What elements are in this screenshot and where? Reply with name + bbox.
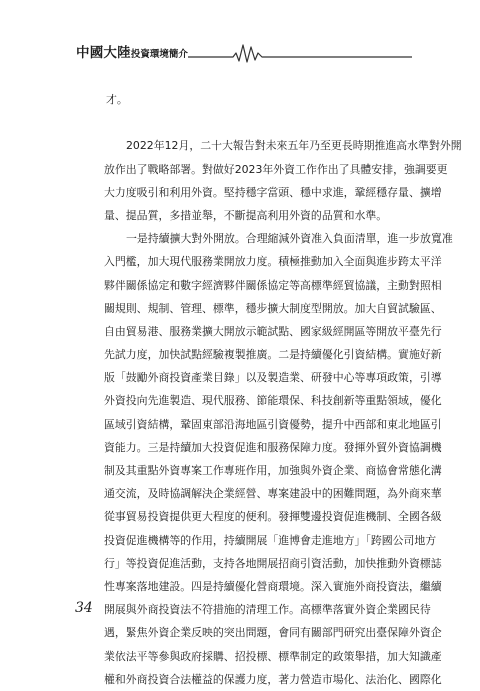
text-line: 自由貿易港、服務業擴大開放示範試點、國家級經開區等開放平臺先行 [104, 324, 442, 338]
text-line: 通交流，及時協調解決企業經營、專案建設中的困難問題，為外商來華 [104, 487, 442, 501]
paragraph [104, 88, 416, 111]
text-line: 業依法平等參與政府採購、招投標、標準制定的政策舉措，加大知識產 [104, 649, 442, 663]
text-line: 區域引資結構，鞏固東部沿海地區引資優勢，提升中西部和東北地區引 [104, 417, 442, 431]
header-title-main: 中國大陸 [76, 45, 131, 61]
paragraph [104, 134, 462, 227]
text-line: 2022年12月，二十大報告對未來五年乃至更長時期推進高水準對外開 [126, 139, 462, 153]
text-line: 量、提品質，多措並舉，不斷提高利用外資的品質和水準。 [104, 208, 388, 222]
paragraph [104, 227, 453, 691]
text-line: 從事貿易投資提供更大程度的便利。發揮雙邊投資促進機制、全國各級 [104, 510, 442, 524]
paragraph-gap [104, 111, 416, 134]
text-line: 外資投向先進製造、現代服務、節能環保、科技創新等重點領域，優化 [104, 394, 442, 408]
text-line: 放作出了戰略部署。對做好2023年外資工作作出了具體安排，強調要更 [104, 162, 448, 176]
text-line: 才。 [106, 93, 128, 106]
text-line: 制及其重點外資專案工作專班作用，加強與外資企業、商協會常態化溝 [104, 464, 442, 477]
body-text [104, 88, 462, 691]
running-header [76, 43, 412, 63]
text-line: 關規則、規制、管理、標準，穩步擴大制度型開放。加大自貿試驗區、 [104, 301, 442, 315]
header-title [76, 44, 188, 63]
text-line: 開展與外商投資法不符措施的清理工作。高標準落實外資企業國民待 [104, 603, 431, 617]
text-line: 資能力。三是持續加大投資促進和服務保障力度。發揮外貿外資協調機 [104, 440, 442, 454]
page-number: 34 [75, 600, 93, 616]
text-line: 遇，緊焦外資企業反映的突出問題，會同有關部門研究出臺保障外資企 [104, 626, 442, 640]
text-line: 大力度吸引和利用外資。堅持穩字當頭、穩中求進，鞏經穩存量、擴增 [104, 185, 442, 199]
text-line: 權和外商投資合法權益的保護力度，著力營造市場化、法治化、國際化 [104, 672, 442, 686]
text-line: 夥伴關係協定和數字經濟夥伴關係協定等高標準經貿協議，主動對照相 [104, 278, 442, 292]
text-line: 性專案落地建設。四是持續優化營商環境。深入實施外商投資法，繼續 [104, 579, 442, 593]
text-line: 一是持續擴大對外開放。合理縮減外資准入負面清單，進一步放寬准 [126, 232, 453, 246]
text-line: 入門檻，加大現代服務業開放力度。積極推動加入全面與進步跨太平洋 [104, 255, 442, 269]
text-line: 投資促進機構等的作用，持續開展「進博會走進地方」「跨國公司地方 [104, 533, 437, 547]
text-line: 先試力度，加快試點經驗複製推廣。二是持續優化引資結構。實施好新 [104, 348, 442, 362]
header-title-sub: 投資環境簡介 [130, 49, 188, 60]
text-line: 行」等投資促進活動，支持各地開展招商引資活動，加快推動外資標誌 [104, 556, 442, 570]
text-line: 版「鼓勵外商投資產業目錄」以及製造業、研發中心等專項政策，引導 [104, 371, 442, 385]
